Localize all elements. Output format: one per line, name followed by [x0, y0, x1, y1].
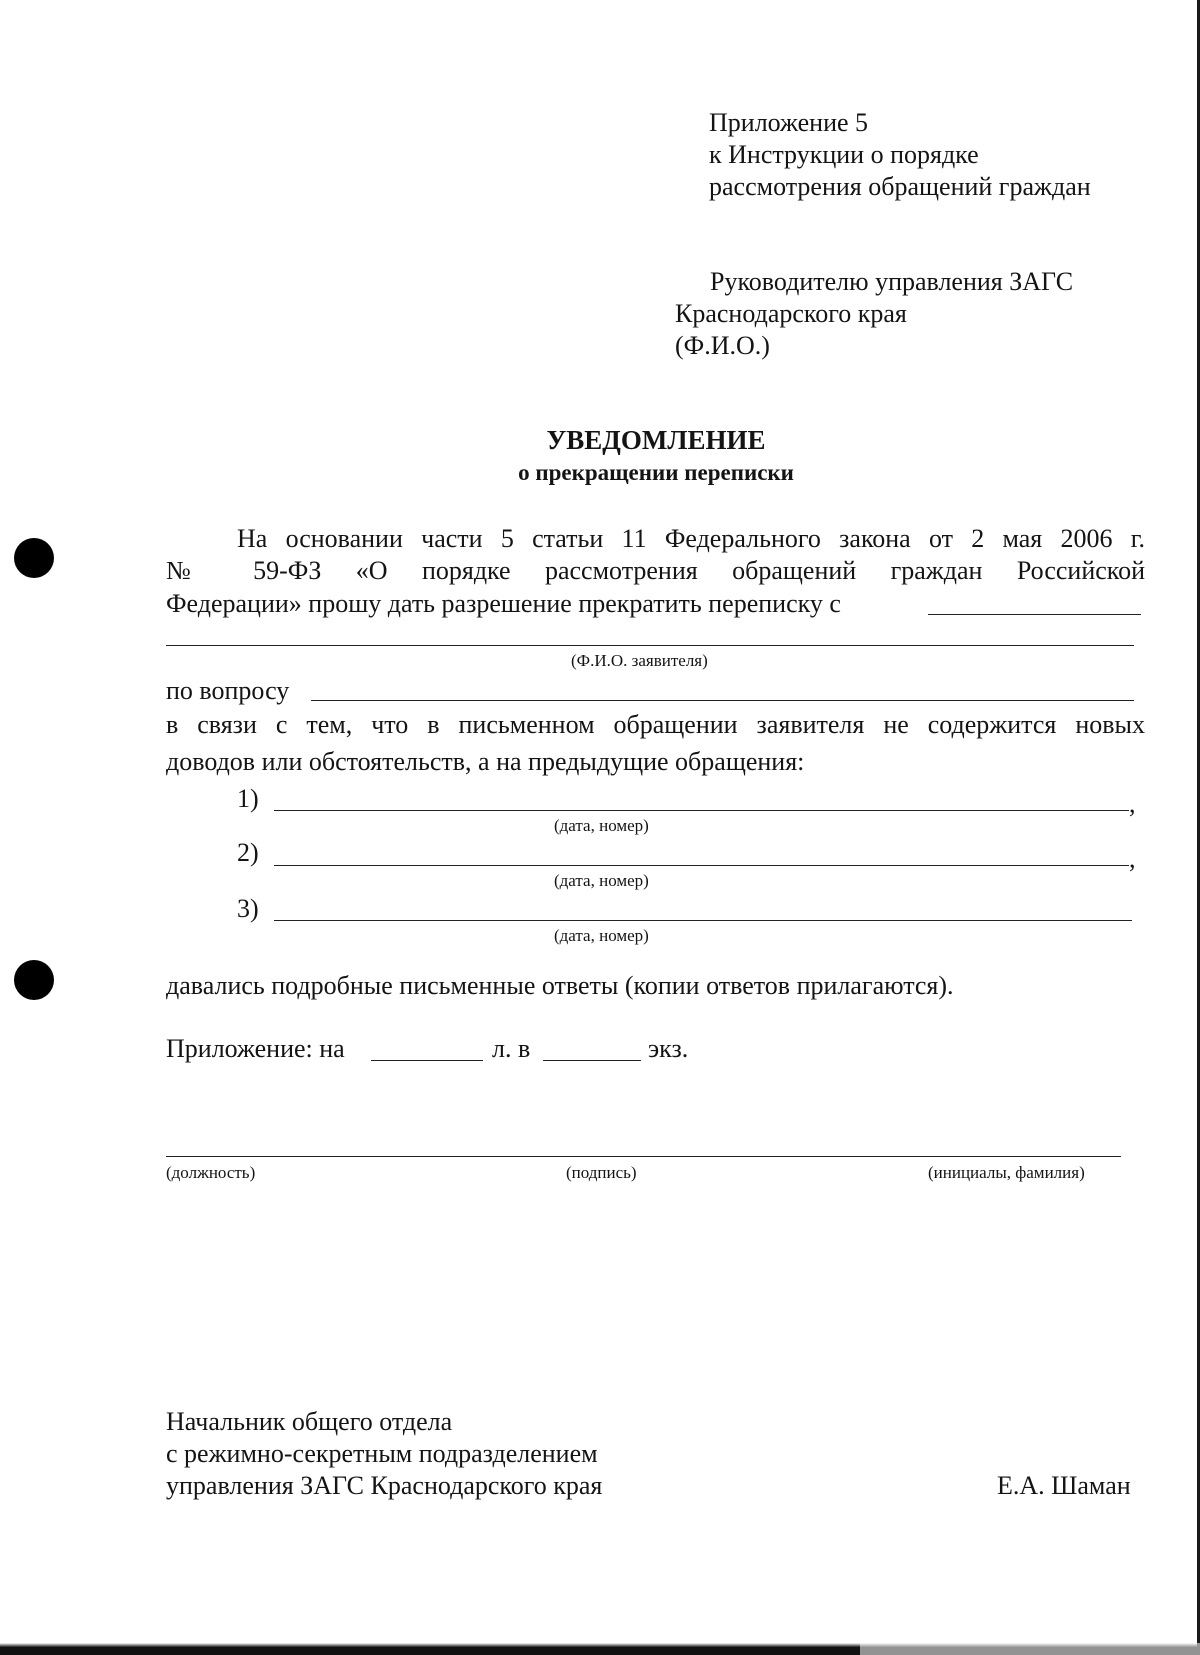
footer-line-1: Начальник общего отдела	[166, 1407, 453, 1436]
item-input-line[interactable]	[274, 865, 1129, 866]
attachment-header-line-3: рассмотрения обращений граждан	[709, 172, 1091, 201]
attachment-label: Приложение: на	[166, 1034, 345, 1063]
applicant-caption: (Ф.И.О. заявителя)	[571, 651, 708, 670]
item-caption: (дата, номер)	[554, 926, 649, 945]
footer-line-2: с режимно-секретным подразделением	[166, 1439, 598, 1468]
signature-line[interactable]	[166, 1156, 1121, 1157]
copies-count-line[interactable]	[543, 1060, 641, 1061]
item-number: 2)	[237, 838, 259, 867]
item-input-line[interactable]	[274, 810, 1129, 811]
item-number: 1)	[237, 784, 259, 813]
attachment-header-line-1: Приложение 5	[709, 108, 869, 137]
item-caption: (дата, номер)	[554, 871, 649, 890]
question-line[interactable]	[311, 700, 1134, 701]
punch-hole-bottom	[14, 960, 54, 1000]
signature-caption: (подпись)	[566, 1163, 637, 1182]
footer-line-3: управления ЗАГС Краснодарского края	[166, 1471, 603, 1500]
paragraph-1-line-3: Федерации» прошу дать разрешение прекратить переписку с	[166, 589, 841, 618]
addressee-line-1: Руководителю управления ЗАГС	[710, 267, 1074, 296]
paragraph-1-line-1: На основании части 5 статьи 11 Федерального закона от 2 мая 2006 г.	[237, 524, 1145, 553]
paragraph-2-line-2: доводов или обстоятельств, а на предыдущие обращения:	[166, 747, 805, 776]
paragraph-3: давались подробные письменные ответы (копии ответов прилагаются).	[166, 971, 954, 1000]
punch-hole-top	[14, 538, 54, 578]
item-input-line[interactable]	[274, 920, 1132, 921]
attachment-mid: л. в	[492, 1034, 531, 1063]
item-comma: ,	[1129, 789, 1136, 818]
document-title: УВЕДОМЛЕНИЕ	[546, 425, 766, 455]
item-comma: ,	[1129, 844, 1136, 873]
position-caption: (должность)	[166, 1163, 256, 1182]
attachment-end: экз.	[648, 1034, 689, 1063]
item-number: 3)	[237, 894, 259, 923]
question-label: по вопросу	[166, 676, 290, 705]
addressee-line-3: (Ф.И.О.)	[675, 331, 770, 360]
paragraph-2-line-1: в связи с тем, что в письменном обращении заявителя не содержится новых	[166, 710, 1145, 739]
scan-edge-bottom-fade	[860, 1643, 1200, 1655]
document-subtitle: о прекращении переписки	[518, 460, 794, 485]
applicant-name-line[interactable]	[166, 645, 1134, 646]
applicant-line-end[interactable]	[928, 614, 1141, 615]
name-caption: (инициалы, фамилия)	[928, 1163, 1085, 1182]
sheets-count-line[interactable]	[371, 1060, 483, 1061]
signer-name: Е.А. Шаман	[997, 1471, 1131, 1500]
item-caption: (дата, номер)	[554, 816, 649, 835]
attachment-header-line-2: к Инструкции о порядке	[709, 140, 979, 169]
addressee-line-2: Краснодарского края	[675, 299, 907, 328]
paragraph-1-line-2: № 59-ФЗ «О порядке рассмотрения обращений граждан Российской	[166, 556, 1145, 585]
